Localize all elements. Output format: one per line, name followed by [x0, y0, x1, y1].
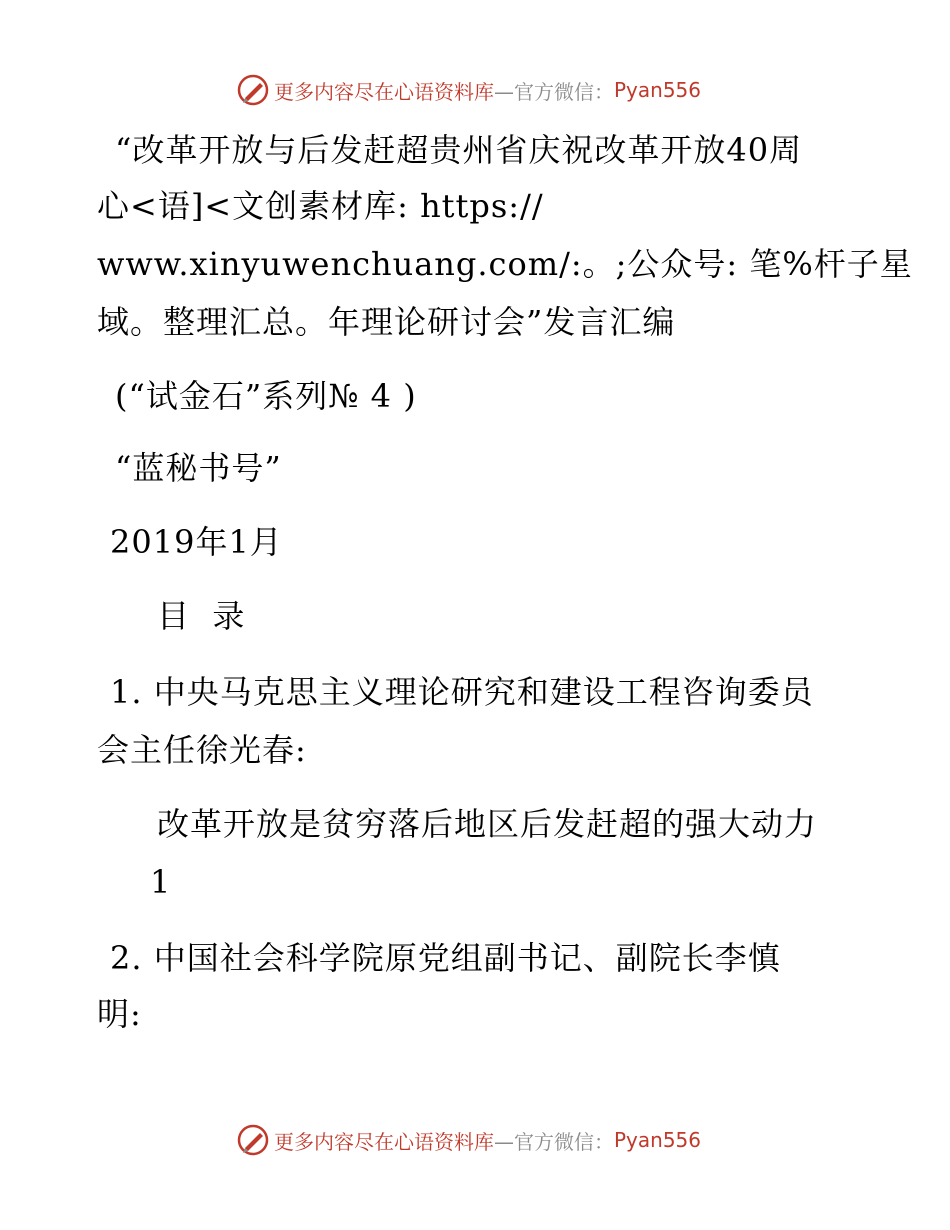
watermark-text: 更多内容尽在心语资料库 [274, 79, 494, 104]
toc-entry-2-line-1: 2. 中国社会科学院原党组副书记、副院长李慎 [110, 939, 781, 977]
pen-logo-icon [236, 1123, 270, 1157]
watermark-wechat-id: Pyan556 [614, 1128, 702, 1152]
toc-entry-1-line-2: 会主任徐光春: [97, 731, 307, 769]
title-line-2: 心<语]<文创素材库: https:// [97, 187, 544, 225]
title-line-1: “改革开放与后发赶超贵州省庆祝改革开放40周 [115, 131, 803, 169]
watermark-wechat-label: —官方微信： [494, 79, 614, 104]
watermark-text: 更多内容尽在心语资料库 [274, 1129, 494, 1154]
toc-heading: 目 录 [157, 597, 246, 635]
watermark-footer [236, 1120, 701, 1160]
toc-entry-1-line-1: 1. 中央马克思主义理论研究和建设工程咨询委员 [110, 673, 814, 711]
series-label: (“试金石”系列№ 4 ) [115, 377, 417, 415]
document-date: 2019年1月 [110, 523, 283, 561]
toc-entry-1-title: 改革开放是贫穷落后地区后发赶超的强大动力 [157, 805, 818, 843]
watermark-wechat-id: Pyan556 [614, 78, 702, 102]
pen-logo-icon [236, 73, 270, 107]
watermark-wechat-label: —官方微信： [494, 1129, 614, 1154]
watermark-header [236, 70, 701, 110]
title-line-4: 域。整理汇总。年理论研讨会”发言汇编 [97, 303, 676, 341]
title-line-3: www.xinyuwenchuang.com/:。;公众号: 笔%杆子星 [97, 245, 913, 283]
tag-label: “蓝秘书号” [115, 449, 282, 487]
toc-entry-2-line-2: 明: [97, 995, 142, 1033]
toc-entry-1-page: 1 [150, 863, 172, 901]
